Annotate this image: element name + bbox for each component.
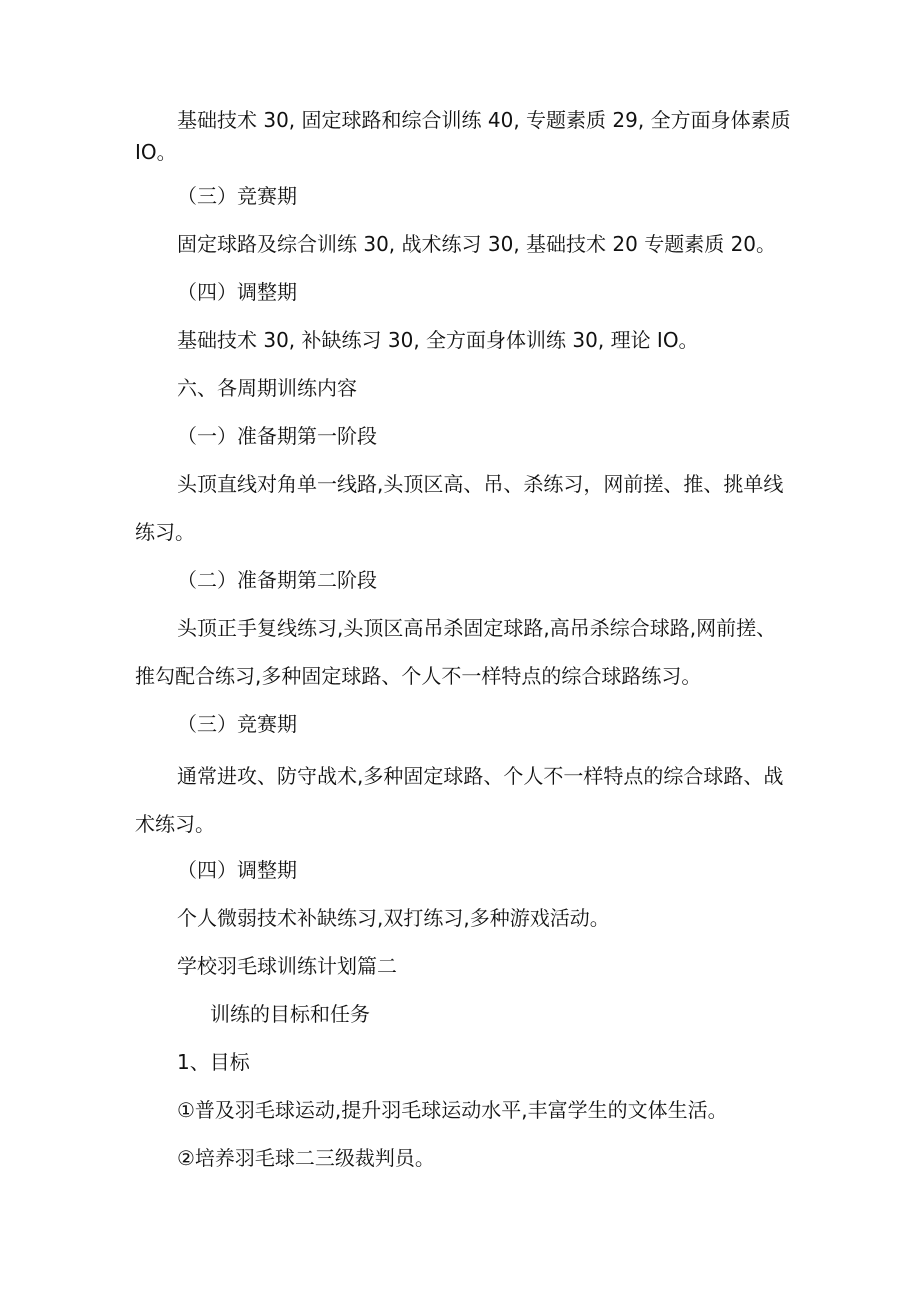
paragraph-line: 通常进攻、防守战术,多种固定球路、个人不一样特点的综合球路、战 <box>177 764 784 788</box>
paragraph-line: ①普及羽毛球运动,提升羽毛球运动水平,丰富学生的文体生活。 <box>177 1098 728 1122</box>
section-heading: （二）准备期第二阶段 <box>177 568 377 592</box>
section-heading: （四）调整期 <box>177 280 297 304</box>
paragraph-line: 推勾配合练习,多种固定球路、个人不一样特点的综合球路练习。 <box>135 664 702 688</box>
paragraph-line: 基础技术 30, 补缺练习 30, 全方面身体训练 30, 理论 IO。 <box>177 328 699 352</box>
section-heading: 学校羽毛球训练计划篇二 <box>177 954 397 978</box>
section-heading: 1、目标 <box>177 1050 250 1074</box>
paragraph-line: 头顶正手复线练习,头顶区高吊杀固定球路,高吊杀综合球路,网前搓、 <box>177 616 777 640</box>
section-heading: 六、各周期训练内容 <box>177 376 357 400</box>
section-heading: （四）调整期 <box>177 858 297 882</box>
section-heading: （一）准备期第一阶段 <box>177 424 377 448</box>
section-heading: （三）竞赛期 <box>177 184 297 208</box>
paragraph-line: 固定球路及综合训练 30, 战术练习 30, 基础技术 20 专题素质 20。 <box>177 232 777 256</box>
section-heading: 训练的目标和任务 <box>210 1002 370 1026</box>
paragraph-line: ②培养羽毛球二三级裁判员。 <box>177 1146 435 1170</box>
paragraph-line: 术练习。 <box>135 812 215 836</box>
paragraph-line: 个人微弱技术补缺练习,双打练习,多种游戏活动。 <box>177 906 610 930</box>
paragraph-line: 头顶直线对角单一线路,头顶区高、吊、杀练习，网前搓、推、挑单线 <box>177 472 784 496</box>
paragraph-line: 练习。 <box>135 520 195 544</box>
section-heading: （三）竞赛期 <box>177 712 297 736</box>
paragraph-line: IO。 <box>135 140 177 164</box>
paragraph-line: 基础技术 30, 固定球路和综合训练 40, 专题素质 29, 全方面身体素质 <box>177 108 791 132</box>
